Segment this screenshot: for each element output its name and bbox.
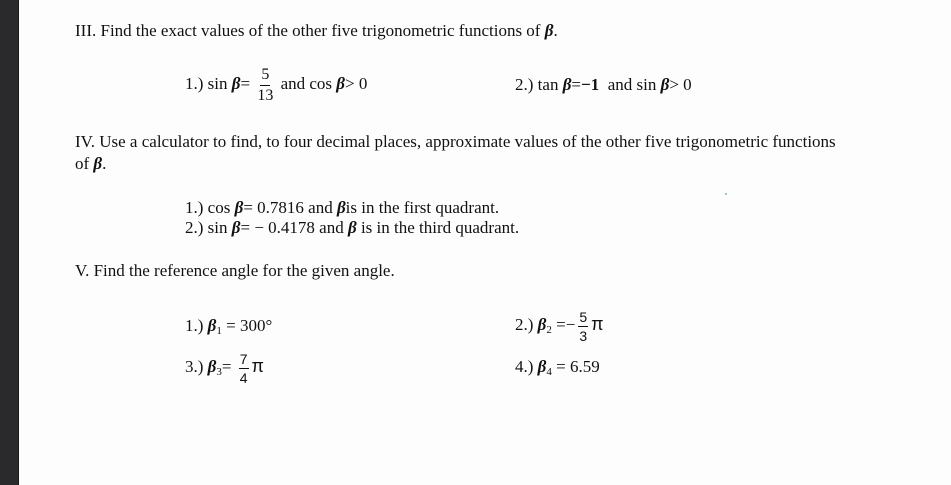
heading-text: III. Find the exact values of the other five trigonometric functions of bbox=[75, 21, 541, 40]
problem-iii-1 bbox=[185, 64, 367, 104]
condition-text: is in the first quadrant. bbox=[345, 198, 500, 217]
equals: = bbox=[571, 75, 582, 94]
condition-text: is in the third quadrant. bbox=[356, 218, 520, 237]
condition-text: and sin bbox=[607, 75, 657, 94]
subscript: 3 bbox=[216, 366, 222, 378]
value: = 300° bbox=[221, 316, 273, 335]
beta-symbol: β bbox=[544, 21, 554, 40]
numerator: 7 bbox=[239, 350, 248, 367]
beta-symbol: β bbox=[336, 74, 346, 93]
problem-v-2 bbox=[515, 304, 604, 350]
beta-symbol: β bbox=[231, 74, 241, 93]
problem-v-1 bbox=[185, 316, 272, 341]
beta-symbol: β bbox=[537, 357, 547, 376]
problem-number: 2.) bbox=[515, 315, 534, 334]
beta-symbol: β bbox=[660, 75, 670, 94]
fraction bbox=[578, 310, 588, 343]
problem-number: 1.) bbox=[185, 316, 204, 335]
beta-symbol: β bbox=[562, 75, 572, 94]
beta-symbol: β bbox=[347, 218, 357, 237]
section-v-heading bbox=[75, 261, 395, 281]
fraction bbox=[239, 352, 249, 385]
problem-iv-1 bbox=[185, 198, 499, 218]
equals: =− bbox=[551, 315, 576, 334]
denominator: 13 bbox=[257, 86, 274, 104]
value: −1 bbox=[581, 75, 600, 94]
problem-v-4 bbox=[515, 357, 600, 382]
beta-symbol: β bbox=[207, 316, 217, 335]
beta-symbol: β bbox=[207, 357, 217, 376]
equation: = 0.7816 and bbox=[243, 198, 333, 217]
denominator: 3 bbox=[579, 327, 588, 344]
heading-text: of bbox=[75, 154, 90, 173]
section-iii-heading bbox=[75, 21, 558, 41]
equation: = − 0.4178 and bbox=[240, 218, 344, 237]
problem-number: 4.) bbox=[515, 357, 534, 376]
numerator: 5 bbox=[579, 308, 588, 325]
heading-text: IV. Use a calculator to find, to four decimal places, approximate values of the other five trigonometric functions bbox=[75, 132, 836, 151]
problem-iii-2 bbox=[515, 75, 692, 95]
period: . bbox=[102, 154, 107, 173]
numerator: 5 bbox=[260, 67, 270, 86]
heading-text: V. Find the reference angle for the given angle. bbox=[75, 261, 395, 280]
value: = 6.59 bbox=[551, 357, 600, 376]
problem-number: 3.) bbox=[185, 357, 204, 376]
problem-v-3 bbox=[185, 346, 264, 392]
pi-symbol: π bbox=[591, 314, 604, 334]
function-name: cos bbox=[207, 198, 231, 217]
function-name: sin bbox=[207, 74, 228, 93]
window-edge-strip bbox=[0, 0, 19, 485]
problem-number: 1.) bbox=[185, 198, 204, 217]
problem-number: 2.) bbox=[185, 218, 204, 237]
section-iv-heading-line1 bbox=[75, 132, 836, 152]
beta-symbol: β bbox=[336, 198, 346, 217]
condition-text: and cos bbox=[280, 74, 333, 93]
pi-symbol: π bbox=[251, 356, 264, 376]
document-page bbox=[19, 0, 951, 485]
beta-symbol: β bbox=[93, 154, 103, 173]
fraction bbox=[257, 67, 273, 104]
function-name: tan bbox=[537, 75, 559, 94]
problem-number: 2.) bbox=[515, 75, 534, 94]
problem-number: 1.) bbox=[185, 74, 204, 93]
beta-symbol: β bbox=[231, 218, 241, 237]
stray-pixel bbox=[725, 193, 727, 195]
equals: = bbox=[240, 74, 251, 93]
section-iv-heading-line2 bbox=[75, 154, 106, 174]
period: . bbox=[553, 21, 558, 40]
subscript: 1 bbox=[216, 325, 222, 337]
subscript: 2 bbox=[546, 324, 552, 336]
denominator: 4 bbox=[239, 369, 248, 386]
equals: = bbox=[221, 357, 232, 376]
beta-symbol: β bbox=[537, 315, 547, 334]
problem-iv-2 bbox=[185, 218, 519, 238]
condition-value: > 0 bbox=[345, 74, 368, 93]
beta-symbol: β bbox=[234, 198, 244, 217]
condition-value: > 0 bbox=[669, 75, 692, 94]
subscript: 4 bbox=[546, 366, 552, 378]
function-name: sin bbox=[207, 218, 228, 237]
